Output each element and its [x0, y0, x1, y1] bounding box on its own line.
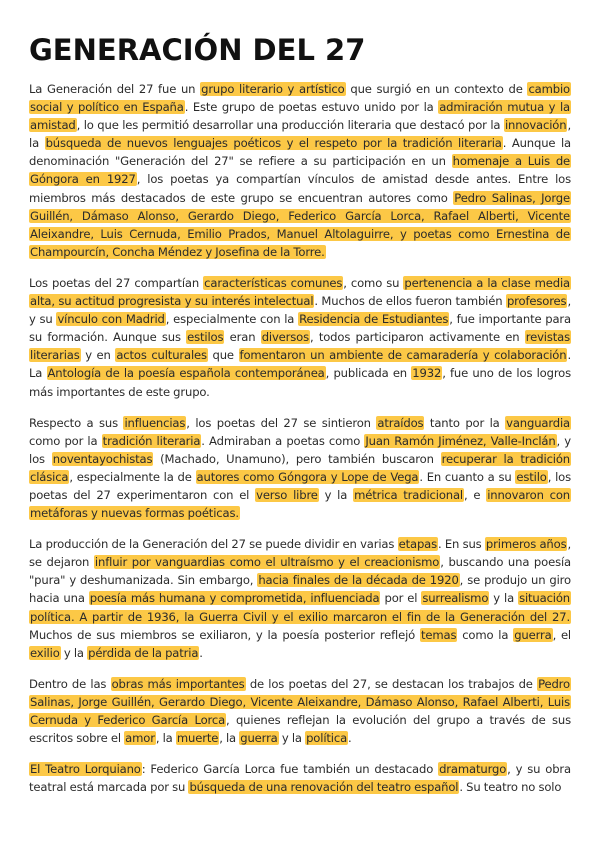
text-run: , publicada en	[325, 366, 412, 381]
page-title: GENERACIÓN DEL 27	[29, 33, 366, 67]
text-run: . En sus	[438, 537, 485, 552]
text-run: , los poetas ya compartían vínculos de amistad desde antes. Entre los miembros más destacados de este grupo se encuentran autores como	[29, 172, 571, 205]
text-run: , e	[464, 487, 487, 502]
text-run: . En cuanto a su	[419, 469, 516, 484]
highlighted-text: amor	[125, 731, 155, 746]
text-run: , fue importante para su formación. Aunque sus	[29, 312, 571, 345]
highlighted-text: estilo	[516, 469, 547, 484]
text-run: que surgió en un contexto de	[345, 82, 528, 96]
highlighted-text: Juan Ramón Jiménez, Valle-Inclán	[365, 433, 556, 448]
document-body	[29, 80, 571, 796]
highlighted-text: política	[306, 731, 348, 746]
text-run: , especialmente la de	[69, 469, 196, 484]
highlighted-text: pérdida de la patria	[88, 645, 199, 660]
text-run: , y los	[29, 433, 571, 466]
text-run: y la	[489, 591, 519, 606]
text-run: : Federico García Lorca fue también un destacado	[141, 762, 439, 777]
highlighted-text: profesores	[506, 294, 567, 309]
highlighted-text: recuperar la tradición clásica	[30, 451, 571, 484]
highlighted-text: actos culturales	[116, 348, 207, 363]
highlighted-text: innovaron con metáforas y nuevas formas poéticas.	[30, 487, 571, 521]
highlighted-text: innovación	[504, 118, 567, 133]
text-run: . Muchos de ellos fueron también	[314, 294, 506, 309]
highlighted-text: diversos	[261, 330, 310, 345]
highlighted-text: surrealismo	[422, 591, 489, 606]
text-run: y la	[278, 731, 306, 746]
text-run: que	[207, 348, 239, 363]
highlighted-text: obras más importantes	[111, 676, 245, 691]
text-run: . Admiraban a poetas como	[201, 433, 365, 448]
text-run: . La	[29, 348, 571, 381]
paragraph	[29, 760, 571, 796]
highlighted-text: vínculo con Madrid	[57, 312, 165, 327]
highlighted-text: atraídos	[377, 415, 424, 430]
text-run: La Generación del 27 fue un	[29, 82, 201, 96]
text-run: , y su	[29, 294, 571, 327]
text-run: . Su teatro no solo	[459, 780, 562, 795]
paragraph	[29, 80, 571, 261]
text-run: Los poetas del 27 compartían	[29, 275, 204, 290]
text-run: , como su	[343, 275, 404, 290]
text-run: , fue uno de los logros más importantes de este grupo.	[29, 366, 572, 399]
highlighted-text: estilos	[187, 330, 224, 345]
highlighted-text: temas	[420, 627, 457, 642]
text-run: , todos participaron activamente en	[310, 330, 525, 345]
text-run: , la	[29, 118, 571, 151]
highlighted-text: noventayochistas	[52, 451, 153, 466]
text-run: .	[348, 731, 352, 746]
highlighted-text: características comunes	[204, 275, 343, 290]
text-run: , la	[219, 731, 240, 746]
highlighted-text: búsqueda de una renovación del teatro español	[189, 780, 459, 795]
text-run: La producción de la Generación del 27 se puede dividir en varias	[29, 537, 398, 552]
highlighted-text: guerra	[514, 627, 552, 642]
text-run: .	[199, 645, 203, 660]
highlighted-text: grupo literario y artístico	[201, 82, 345, 96]
text-run: , buscando una poesía "pura" y deshumanizada. Sin embargo,	[29, 555, 571, 588]
highlighted-text: tradición literaria	[102, 433, 201, 448]
highlighted-text: etapas	[398, 537, 438, 552]
highlighted-text: Residencia de Estudiantes	[299, 312, 449, 327]
highlighted-text: homenaje a Luis de Góngora en 1927	[30, 154, 571, 187]
text-run: tanto por la	[424, 415, 506, 430]
highlighted-text: pertenencia a la clase media alta, su actitud progresista y su interés intelectual	[30, 275, 570, 309]
text-run: de los poetas del 27, se destacan los trabajos de	[245, 676, 538, 691]
highlighted-text: 1932	[412, 366, 442, 381]
highlighted-text: muerte	[176, 731, 219, 746]
text-run: , los poetas del 27 experimentaron con el	[29, 469, 571, 502]
text-run: . Aunque la denominación "Generación del 27" se refiere a su participación en un	[29, 136, 571, 169]
highlighted-text: admiración mutua y la amistad	[30, 100, 570, 133]
text-run: , lo que les permitió desarrollar una producción literaria que destacó por la	[76, 118, 504, 133]
highlighted-text: primeros años	[485, 537, 567, 552]
paragraph	[29, 274, 571, 401]
highlighted-text: El Teatro Lorquiano	[30, 762, 141, 777]
text-run: , los poetas del 27 se sintieron	[186, 415, 377, 430]
highlighted-text: revistas literarias	[30, 330, 571, 363]
paragraph	[29, 414, 571, 523]
text-run: , quienes reflejan la evolución del grupo a través de sus escritos sobre el	[29, 713, 571, 746]
text-run: por el	[380, 591, 422, 606]
highlighted-text: Pedro Salinas, Jorge Guillén, Dámaso Alonso, Gerardo Diego, Federico García Lorca, Rafael Alberti, Vicente Aleixandre, Luis Cernuda, Emilio Prados, Manuel Altolaguirre, y poetas como Ernestina de Champourcín, Concha Méndez y Josefina de la Torre.	[30, 190, 570, 259]
highlighted-text: vanguardia	[506, 415, 571, 430]
text-run: (Machado, Unamuno), pero también buscaron	[153, 451, 441, 466]
text-run: , se produjo un giro hacia una	[29, 573, 571, 606]
text-run: , el	[552, 627, 572, 642]
highlighted-text: fomentaron un ambiente de camaradería y colaboración	[239, 348, 567, 363]
highlighted-text: guerra	[240, 731, 278, 746]
text-run: , se dejaron	[29, 537, 572, 570]
highlighted-text: autores como Góngora y Lope de Vega	[196, 469, 419, 484]
text-run: . Este grupo de poetas estuvo unido por la	[184, 100, 439, 115]
highlighted-text: Antología de la poesía española contemporánea	[47, 366, 325, 381]
text-run: y la	[318, 487, 354, 502]
paragraph	[29, 535, 571, 662]
text-run: Dentro de las	[29, 676, 111, 691]
paragraph	[29, 675, 571, 747]
highlighted-text: búsqueda de nuevos lenguajes poéticos y el respeto por la tradición literaria	[45, 136, 502, 151]
text-run: como la	[457, 627, 514, 642]
highlighted-text: verso libre	[256, 487, 318, 502]
highlighted-text: poesía más humana y comprometida, influenciada	[89, 591, 380, 606]
highlighted-text: influir por vanguardias como el ultraísmo y el creacionismo	[94, 555, 440, 570]
text-run: , la	[155, 731, 176, 746]
text-run: y en	[80, 348, 116, 363]
text-run: y la	[60, 645, 88, 660]
text-run: , especialmente con la	[165, 312, 299, 327]
highlighted-text: hacia finales de la década de 1920	[258, 573, 459, 588]
highlighted-text: influencias	[124, 415, 186, 430]
highlighted-text: situación política. A partir de 1936, la Guerra Civil y el exilio marcaron el fin de la Generación del 27.	[30, 591, 571, 624]
highlighted-text: dramaturgo	[439, 762, 507, 777]
text-run: , y su obra teatral está marcada por su	[29, 762, 571, 795]
highlighted-text: exilio	[30, 645, 60, 660]
highlighted-text: métrica tradicional	[354, 487, 464, 502]
text-run: Respecto a sus	[29, 415, 124, 430]
highlighted-text: Pedro Salinas, Jorge Guillén, Gerardo Diego, Vicente Aleixandre, Dámaso Alonso, Rafael Alberti, Luis Cernuda y Federico García Lorca	[30, 676, 570, 727]
highlighted-text: cambio social y político en España	[30, 82, 570, 115]
text-run: Muchos de sus miembros se exiliaron, y la poesía posterior reflejó	[29, 627, 420, 642]
text-run: eran	[224, 330, 261, 345]
text-run: como por la	[29, 433, 102, 448]
